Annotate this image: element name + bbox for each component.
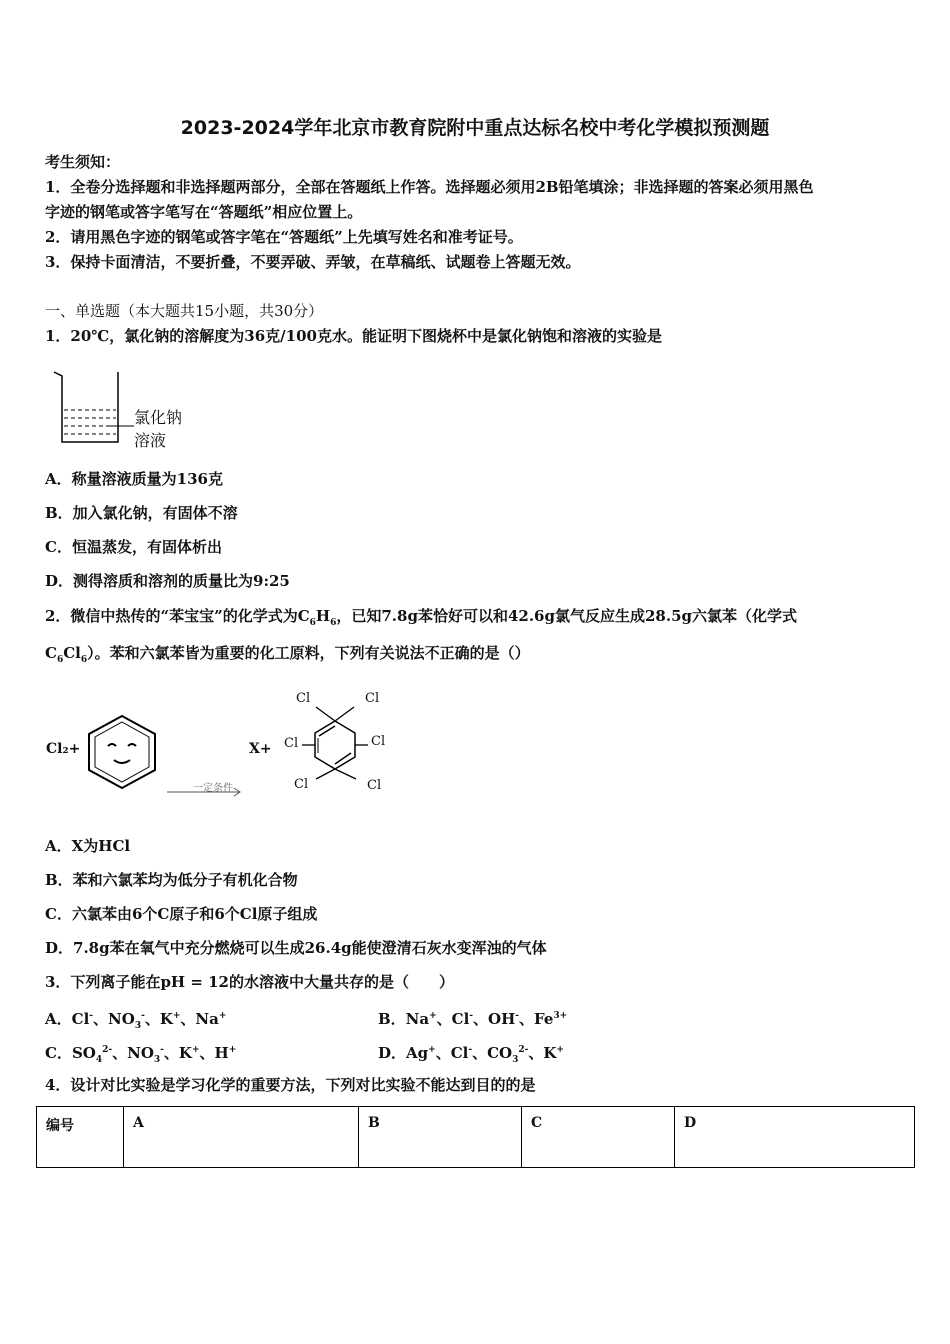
benzene-diagram [82,712,162,790]
q3-option-a: A．Cl-、$NO_3^-$、K+、Na+ [45,1010,227,1031]
q3-option-b: B．Na+、Cl-、OH-、$Fe^{3+}$ [378,1010,568,1028]
notice-line-3: 2．请用黑色字迹的钢笔或答字笔在“答题纸”上先填写姓名和准考证号。 [45,228,523,246]
q3-option-d: D．Ag+、Cl-、$CO_3^{2-}$、K+ [378,1044,564,1065]
q1-option-c: C．恒温蒸发，有固体析出 [45,538,222,556]
q2-stem-line-2: $C_6Cl_6$）。苯和六氯苯皆为重要的化工原料，下列有关说法不正确的是（） [45,644,530,665]
q4-table [36,1106,915,1168]
table-header-cell: 编号 [37,1107,124,1168]
notice-line-2: 字迹的钢笔或答字笔写在“答题纸”相应位置上。 [45,203,363,221]
q2-stem-line-1: 2．微信中热传的“苯宝宝”的化学式为$C_6H_6$，已知7.8g苯恰好可以和42.6g氯气反应生成28.5g六氯苯（化学式 [45,607,797,628]
q2-option-c: C．六氯苯由6个C原子和6个Cl原子组成 [45,905,318,923]
page-title: 2023-2024学年北京市教育院附中重点达标名校中考化学模拟预测题 [180,117,770,139]
reaction-condition: 一定条件 [193,783,233,794]
cl-label-4: Cl [371,734,386,749]
beaker-label-1: 氯化钠 [134,408,183,427]
q3-stem: 3．下列离子能在pH = 12的水溶液中大量共存的是（ ） [45,973,454,991]
beaker-label-2: 溶液 [134,431,167,450]
table-header-cell: B [359,1107,522,1168]
section-heading: 一、单选题（本大题共15小题，共30分） [45,302,324,320]
cl-label-5: Cl [294,777,309,792]
cl-label-2: Cl [365,691,380,706]
q1-option-b: B．加入氯化钠，有固体不溶 [45,504,238,522]
cl-label-1: Cl [296,691,311,706]
product-x: X+ [249,741,272,757]
q1-stem: 1．20℃，氯化钠的溶解度为36克/100克水。能证明下图烧杯中是氯化钠饱和溶液的实验是 [45,327,662,345]
q1-option-a: A．称量溶液质量为136克 [45,470,223,488]
table-header-cell: D [675,1107,915,1168]
table-row [37,1107,915,1168]
q2-option-b: B．苯和六氯苯均为低分子有机化合物 [45,871,298,889]
table-header-cell: A [124,1107,359,1168]
cl-label-6: Cl [367,778,382,793]
hexachlorobenzene-diagram [300,705,370,780]
reactant-cl2: Cl₂+ [46,741,81,757]
q1-option-d: D．测得溶质和溶剂的质量比为9:25 [45,572,290,590]
q2-option-d: D．7.8g苯在氧气中充分燃烧可以生成26.4g能使澄清石灰水变浑浊的气体 [45,939,547,957]
q3-option-c: C．$SO_4^{2-}$、$NO_3^-$、K+、H+ [45,1044,237,1065]
cl-label-3: Cl [284,736,299,751]
table-header-cell: C [522,1107,675,1168]
q2-option-a: A．X为HCl [45,837,131,855]
notice-line-4: 3．保持卡面清洁，不要折叠，不要弄破、弄皱，在草稿纸、试题卷上答题无效。 [45,253,581,271]
notice-heading: 考生须知： [45,153,121,171]
notice-line-1: 1．全卷分选择题和非选择题两部分，全部在答题纸上作答。选择题必须用2B铅笔填涂；非选择题的答案必须用黑色 [45,178,814,196]
q4-stem: 4．设计对比实验是学习化学的重要方法，下列对比实验不能达到目的的是 [45,1076,536,1094]
